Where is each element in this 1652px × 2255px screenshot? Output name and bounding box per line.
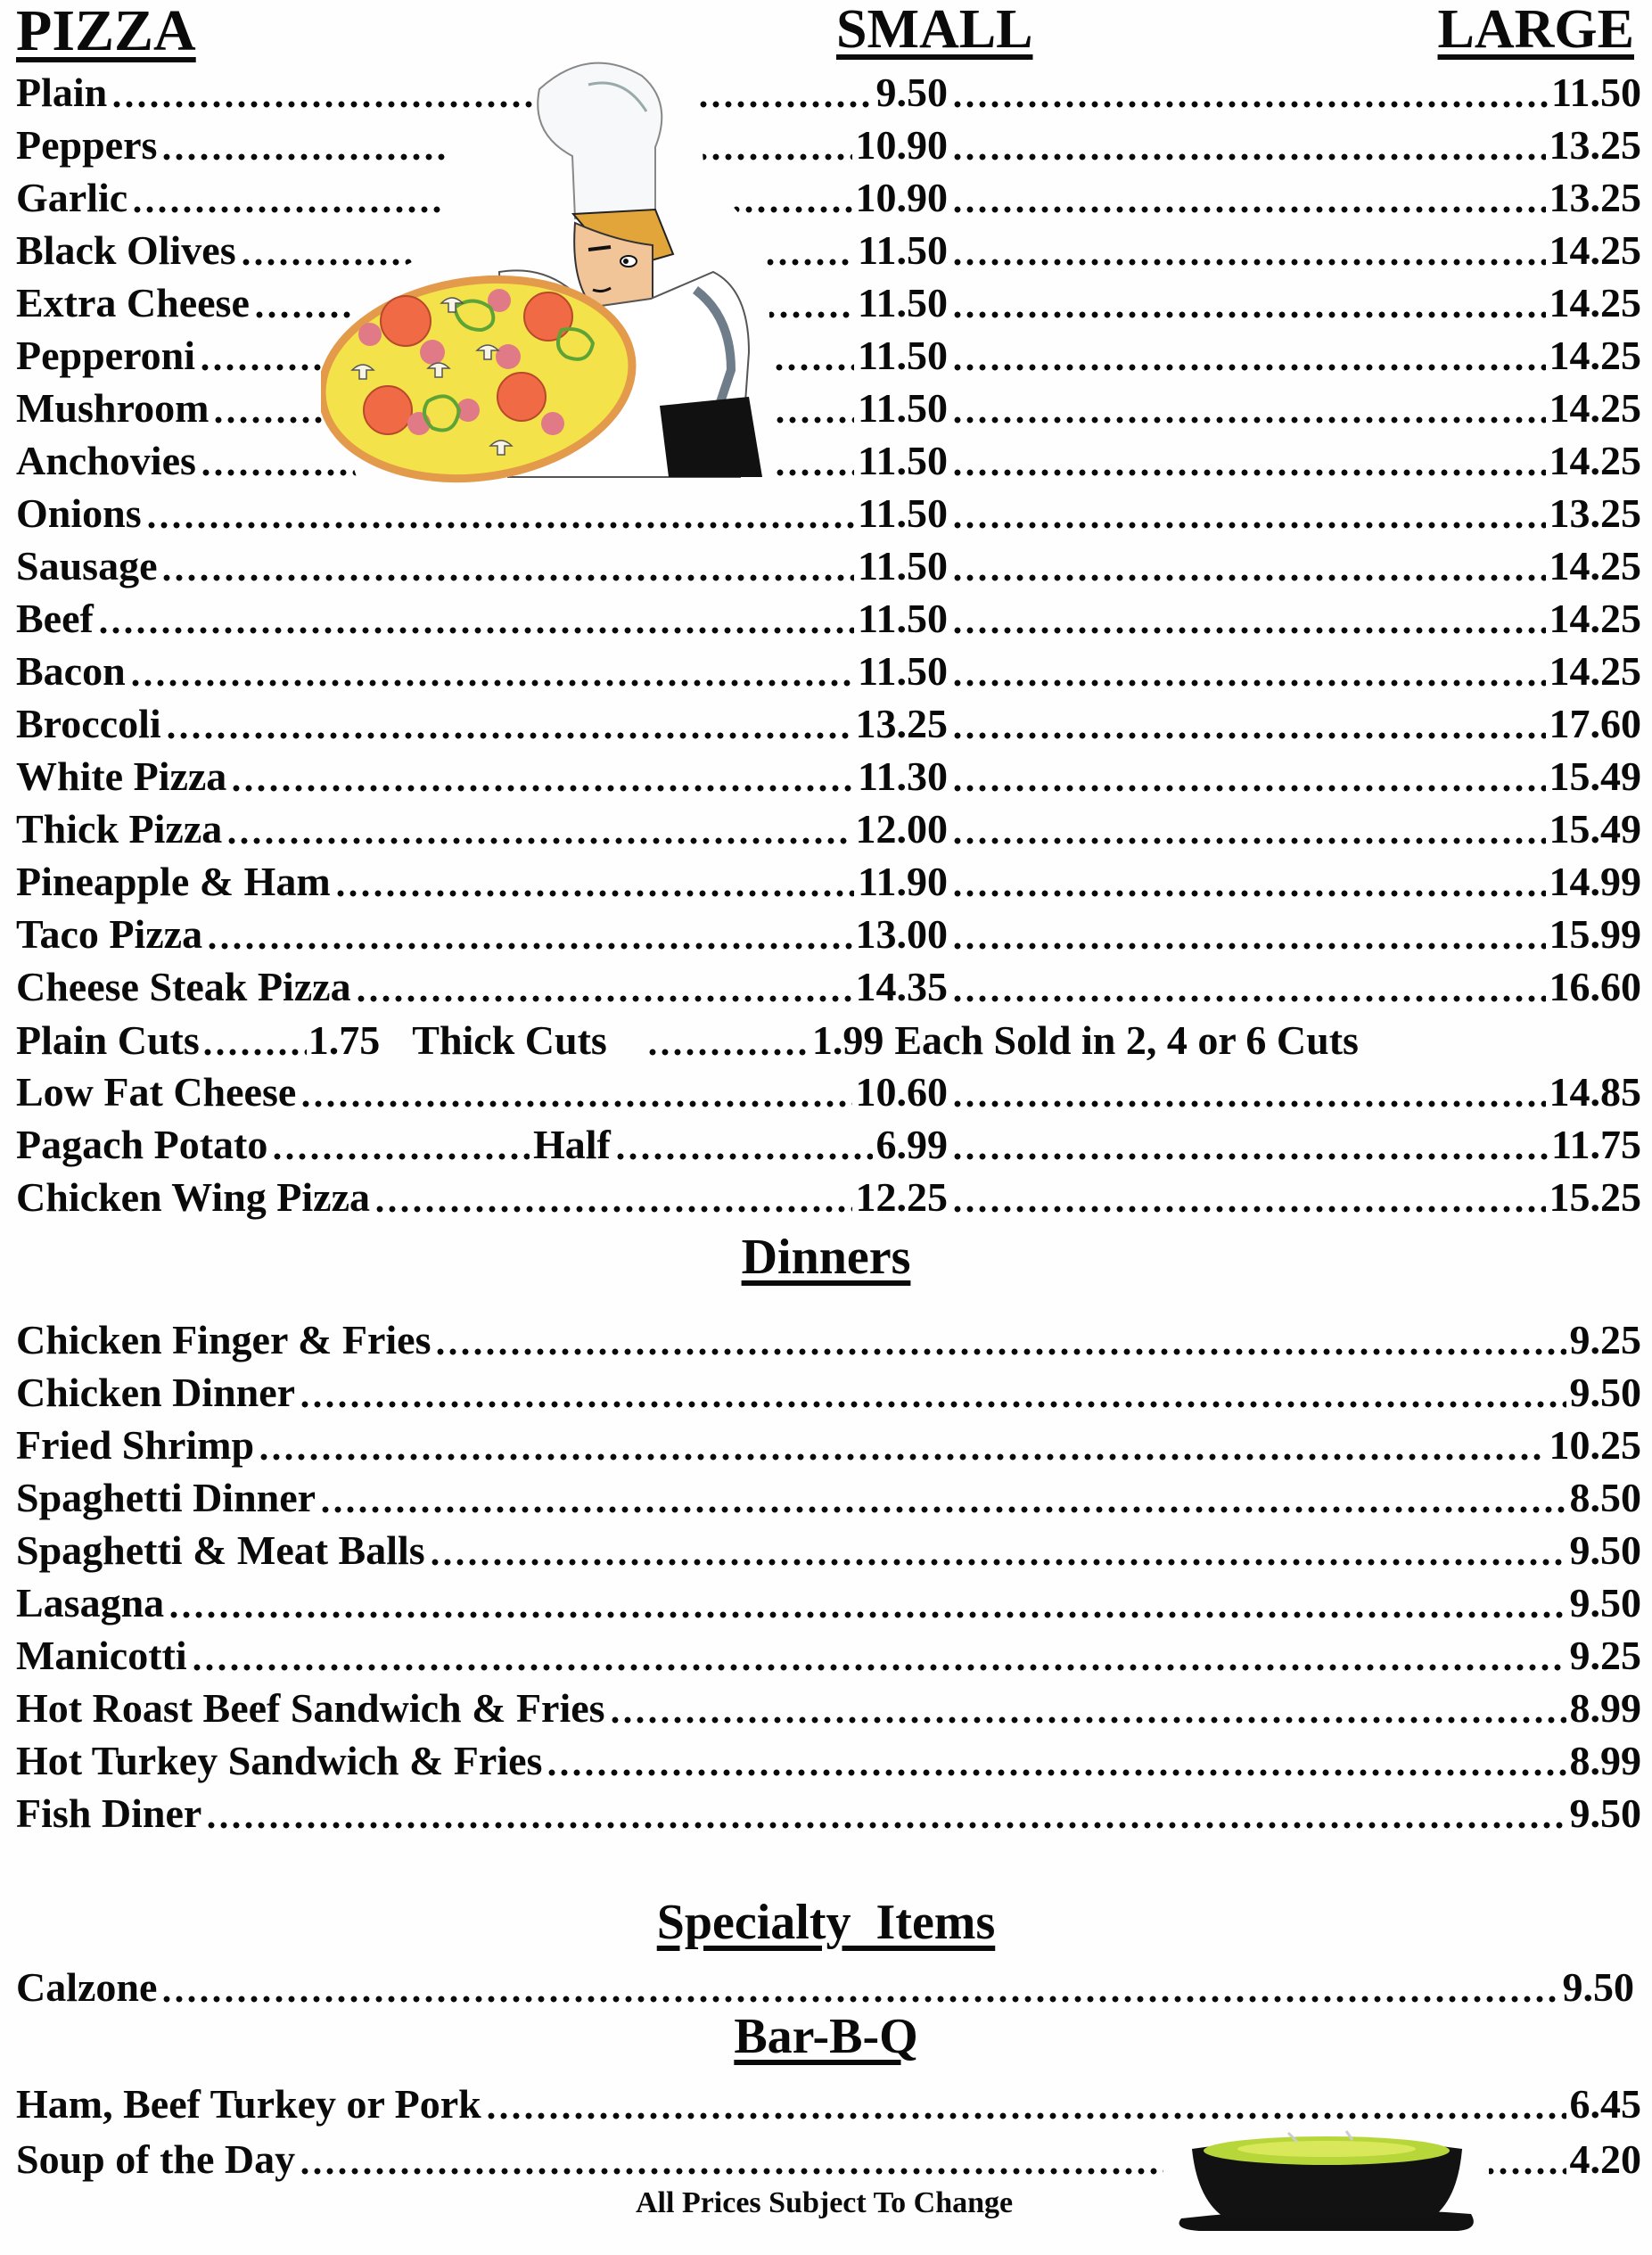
item-price: 4.20 xyxy=(1569,2136,1641,2182)
dot-leader xyxy=(334,861,854,902)
small-price: 11.50 xyxy=(858,438,948,483)
large-price: 17.60 xyxy=(1549,701,1641,746)
dot-leader xyxy=(951,230,1546,271)
right-part xyxy=(948,964,1641,1009)
item-name: Soup of the Day xyxy=(16,2136,296,2182)
large-price: 14.25 xyxy=(1549,280,1641,325)
large-price: 15.99 xyxy=(1549,911,1641,957)
item-qualifier: Half xyxy=(532,1122,611,1167)
menu-row xyxy=(16,379,1641,429)
item-name: Spaghetti & Meat Balls xyxy=(16,1527,425,1573)
dot-leader xyxy=(951,440,1546,481)
large-price: 11.75 xyxy=(1551,1122,1641,1167)
left-part xyxy=(16,1124,948,1165)
right-part xyxy=(948,911,1641,957)
menu-row xyxy=(16,1958,1634,2008)
small-price: 11.90 xyxy=(858,859,948,904)
large-price: 11.50 xyxy=(1551,70,1641,115)
menu-row xyxy=(16,537,1641,587)
large-price: 16.60 xyxy=(1549,964,1641,1009)
specialty-heading: Specialty Items xyxy=(656,1895,996,1950)
dot-leader xyxy=(646,1020,807,1061)
menu-row xyxy=(16,1732,1641,1782)
left-part xyxy=(16,806,948,852)
price-disclaimer: All Prices Subject To Change xyxy=(636,2186,1014,2219)
right-part xyxy=(948,122,1641,168)
right-part xyxy=(948,280,1641,325)
dot-leader xyxy=(165,704,852,745)
right-part xyxy=(948,72,1641,113)
dot-leader xyxy=(485,2084,1566,2125)
item-price: 9.50 xyxy=(1569,1527,1641,1573)
large-column-heading: LARGE xyxy=(1437,0,1634,60)
dot-leader xyxy=(271,1124,530,1165)
large-price: 14.25 xyxy=(1549,227,1641,273)
menu-row xyxy=(16,905,1641,955)
right-part xyxy=(948,1174,1641,1220)
menu-row xyxy=(16,1168,1641,1218)
plain-cuts-price: 1.75 xyxy=(308,1017,381,1063)
soup-bowl-icon xyxy=(1163,2129,1489,2232)
menu-row xyxy=(16,589,1641,639)
dot-leader xyxy=(191,1635,1566,1676)
menu-row xyxy=(16,484,1641,534)
small-price: 11.30 xyxy=(858,753,948,799)
large-price: 14.99 xyxy=(1549,859,1641,904)
dot-leader xyxy=(951,1072,1546,1113)
right-part xyxy=(948,648,1641,694)
right-part xyxy=(948,806,1641,852)
menu-row xyxy=(16,1311,1641,1361)
small-price: 6.99 xyxy=(875,1122,949,1167)
dot-leader xyxy=(951,651,1546,692)
item-name: Fried Shrimp xyxy=(16,1422,255,1468)
left-part xyxy=(16,1174,948,1220)
item-name: Spaghetti Dinner xyxy=(16,1475,316,1520)
item-price: 8.50 xyxy=(1569,1475,1641,1520)
right-part xyxy=(948,543,1641,588)
item-name: Black Olives xyxy=(16,227,236,273)
barbq-heading: Bar-B-Q xyxy=(734,2009,918,2064)
dot-leader xyxy=(951,1177,1546,1218)
menu-row xyxy=(16,1626,1641,1676)
menu-row xyxy=(16,1363,1641,1413)
menu-row xyxy=(16,1784,1641,1834)
dot-leader xyxy=(951,809,1546,850)
small-price: 10.90 xyxy=(855,175,948,220)
item-name: Plain xyxy=(16,70,108,115)
dot-leader xyxy=(205,1793,1566,1834)
left-part xyxy=(16,911,948,957)
large-price: 14.25 xyxy=(1549,596,1641,641)
item-name: Peppers xyxy=(16,122,158,168)
item-name: Thick Pizza xyxy=(16,806,223,852)
dot-leader xyxy=(226,809,851,850)
menu-row xyxy=(16,116,1641,166)
menu-row xyxy=(16,958,1641,1008)
dot-leader xyxy=(951,335,1546,376)
dinners-heading: Dinners xyxy=(741,1230,911,1285)
dot-leader xyxy=(951,72,1548,113)
item-name: Onions xyxy=(16,490,142,536)
small-price: 12.00 xyxy=(855,806,948,852)
cuts-row xyxy=(16,1011,1641,1061)
item-name: Chicken Finger & Fries xyxy=(16,1317,431,1362)
large-price: 14.25 xyxy=(1549,333,1641,378)
item-price: 8.99 xyxy=(1569,1738,1641,1783)
thick-cuts-price: 1.99 xyxy=(811,1017,884,1063)
small-price: 13.00 xyxy=(855,911,948,957)
right-part xyxy=(948,177,1641,218)
item-name: Ham, Beef Turkey or Pork xyxy=(16,2081,481,2127)
dot-leader xyxy=(951,125,1546,166)
menu-row xyxy=(16,852,1641,902)
dot-leader xyxy=(160,1967,1558,2008)
large-price: 14.25 xyxy=(1549,438,1641,483)
small-price: 10.90 xyxy=(855,122,948,168)
large-price: 13.25 xyxy=(1549,490,1641,536)
right-part xyxy=(948,440,1641,481)
menu-row xyxy=(16,432,1641,481)
item-name: Calzone xyxy=(16,1964,158,2010)
dot-leader xyxy=(609,1688,1566,1729)
small-price: 9.50 xyxy=(875,70,948,115)
small-price: 11.50 xyxy=(858,280,948,325)
small-price: 14.35 xyxy=(855,964,948,1009)
item-name: Low Fat Cheese xyxy=(16,1069,297,1115)
item-name: Garlic xyxy=(16,175,128,220)
large-price: 14.25 xyxy=(1549,648,1641,694)
left-part xyxy=(16,543,948,588)
right-part xyxy=(948,1069,1641,1115)
item-price: 9.50 xyxy=(1569,1790,1641,1836)
dot-leader xyxy=(951,914,1546,955)
dot-leader xyxy=(951,177,1546,218)
small-price: 11.50 xyxy=(858,648,948,694)
dot-leader xyxy=(145,493,854,534)
dot-leader xyxy=(951,598,1546,639)
menu-row xyxy=(16,1416,1641,1466)
dot-leader xyxy=(319,1477,1566,1518)
menu-row xyxy=(16,747,1641,797)
right-part xyxy=(948,385,1641,431)
dot-leader xyxy=(951,756,1546,797)
small-price: 11.50 xyxy=(858,490,948,536)
item-price: 9.25 xyxy=(1569,1317,1641,1362)
small-price: 12.25 xyxy=(855,1174,948,1220)
dot-leader xyxy=(951,546,1546,587)
menu-row xyxy=(16,2075,1641,2125)
dot-leader xyxy=(951,388,1546,429)
item-name: Broccoli xyxy=(16,701,161,746)
item-name: Pepperoni xyxy=(16,333,196,378)
item-price: 9.50 xyxy=(1569,1370,1641,1415)
dot-leader xyxy=(299,1372,1566,1413)
right-part xyxy=(948,701,1641,746)
large-price: 15.25 xyxy=(1549,1174,1641,1220)
right-part xyxy=(948,227,1641,273)
dot-leader xyxy=(374,1177,852,1218)
dot-leader xyxy=(951,861,1546,902)
menu-row xyxy=(16,169,1641,218)
small-price: 11.50 xyxy=(858,227,948,273)
item-name: White Pizza xyxy=(16,753,227,799)
large-price: 14.25 xyxy=(1549,385,1641,431)
cuts-note: Each Sold in 2, 4 or 6 Cuts xyxy=(894,1017,1359,1063)
large-price: 14.85 xyxy=(1549,1069,1641,1115)
menu-row xyxy=(16,221,1641,271)
item-name: Cheese Steak Pizza xyxy=(16,964,351,1009)
item-price: 9.50 xyxy=(1562,1964,1634,2010)
dot-leader xyxy=(951,493,1546,534)
dot-leader xyxy=(230,756,854,797)
dot-leader xyxy=(951,283,1546,324)
large-price: 14.25 xyxy=(1549,543,1641,588)
pizza-heading: PIZZA xyxy=(16,0,196,63)
menu-row xyxy=(16,800,1641,850)
menu-row xyxy=(16,1521,1641,1571)
dot-leader xyxy=(168,1583,1566,1624)
left-part xyxy=(16,964,948,1009)
item-price: 10.25 xyxy=(1549,1422,1641,1468)
right-part xyxy=(948,1124,1641,1165)
left-part xyxy=(16,753,948,799)
menu-row xyxy=(16,642,1641,692)
large-price: 15.49 xyxy=(1549,806,1641,852)
menu-row xyxy=(16,695,1641,745)
dot-leader xyxy=(546,1741,1566,1782)
item-name: Hot Turkey Sandwich & Fries xyxy=(16,1738,543,1783)
dot-leader xyxy=(951,704,1546,745)
item-name: Lasagna xyxy=(16,1580,165,1625)
item-name: Sausage xyxy=(16,543,158,588)
item-name: Manicotti xyxy=(16,1633,187,1678)
item-name: Pineapple & Ham xyxy=(16,859,331,904)
dot-leader xyxy=(300,1072,851,1113)
menu-row xyxy=(16,274,1641,324)
item-name: Taco Pizza xyxy=(16,911,203,957)
small-price: 13.25 xyxy=(855,701,948,746)
item-name: Chicken Wing Pizza xyxy=(16,1174,370,1220)
menu-row xyxy=(16,63,1641,113)
dot-leader xyxy=(160,546,854,587)
menu-row xyxy=(16,326,1641,376)
item-price: 9.25 xyxy=(1569,1633,1641,1678)
right-part xyxy=(948,861,1641,902)
left-part xyxy=(16,490,948,536)
item-name: Hot Roast Beef Sandwich & Fries xyxy=(16,1685,605,1731)
dot-leader xyxy=(97,598,854,639)
large-price: 13.25 xyxy=(1549,175,1641,220)
dot-leader xyxy=(206,914,851,955)
dot-leader xyxy=(355,967,852,1008)
item-price: 9.50 xyxy=(1569,1580,1641,1625)
dot-leader xyxy=(951,1124,1548,1165)
dot-leader xyxy=(258,1425,1545,1466)
left-part xyxy=(16,1069,948,1115)
small-price: 11.50 xyxy=(858,385,948,431)
right-part xyxy=(948,753,1641,799)
left-part xyxy=(16,648,948,694)
item-name: Pagach Potato xyxy=(16,1122,268,1167)
item-name: Extra Cheese xyxy=(16,280,250,325)
menu-row xyxy=(16,1679,1641,1729)
thick-cuts-label: Thick Cuts xyxy=(412,1017,607,1063)
item-name: Anchovies xyxy=(16,438,196,483)
small-price: 10.60 xyxy=(855,1069,948,1115)
right-part xyxy=(948,335,1641,376)
item-name: Bacon xyxy=(16,648,126,694)
menu-row xyxy=(16,1574,1641,1624)
dot-leader xyxy=(614,1124,873,1165)
item-name: Fish Diner xyxy=(16,1790,202,1836)
small-price: 11.50 xyxy=(858,596,948,641)
item-price: 6.45 xyxy=(1569,2081,1641,2127)
dot-leader xyxy=(434,1320,1566,1361)
dot-leader xyxy=(951,967,1546,1008)
item-name: Mushroom xyxy=(16,385,210,431)
dot-leader xyxy=(429,1530,1566,1571)
left-part xyxy=(16,701,948,746)
item-price: 8.99 xyxy=(1569,1685,1641,1731)
right-part xyxy=(948,598,1641,639)
large-price: 13.25 xyxy=(1549,122,1641,168)
large-price: 15.49 xyxy=(1549,753,1641,799)
plain-cuts-label: Plain Cuts xyxy=(16,1017,200,1063)
item-name: Beef xyxy=(16,596,94,641)
menu-row xyxy=(16,1115,1641,1165)
small-column-heading: SMALL xyxy=(836,0,1033,60)
chef-pizza-icon xyxy=(321,49,785,486)
dot-leader xyxy=(129,651,854,692)
dot-leader xyxy=(201,1020,307,1061)
small-price: 11.50 xyxy=(858,543,948,588)
menu-row xyxy=(16,1063,1641,1113)
item-name: Chicken Dinner xyxy=(16,1370,296,1415)
left-part xyxy=(16,861,948,902)
small-price: 11.50 xyxy=(858,333,948,378)
menu-row xyxy=(16,1469,1641,1518)
left-part xyxy=(16,598,948,639)
right-part xyxy=(948,490,1641,536)
